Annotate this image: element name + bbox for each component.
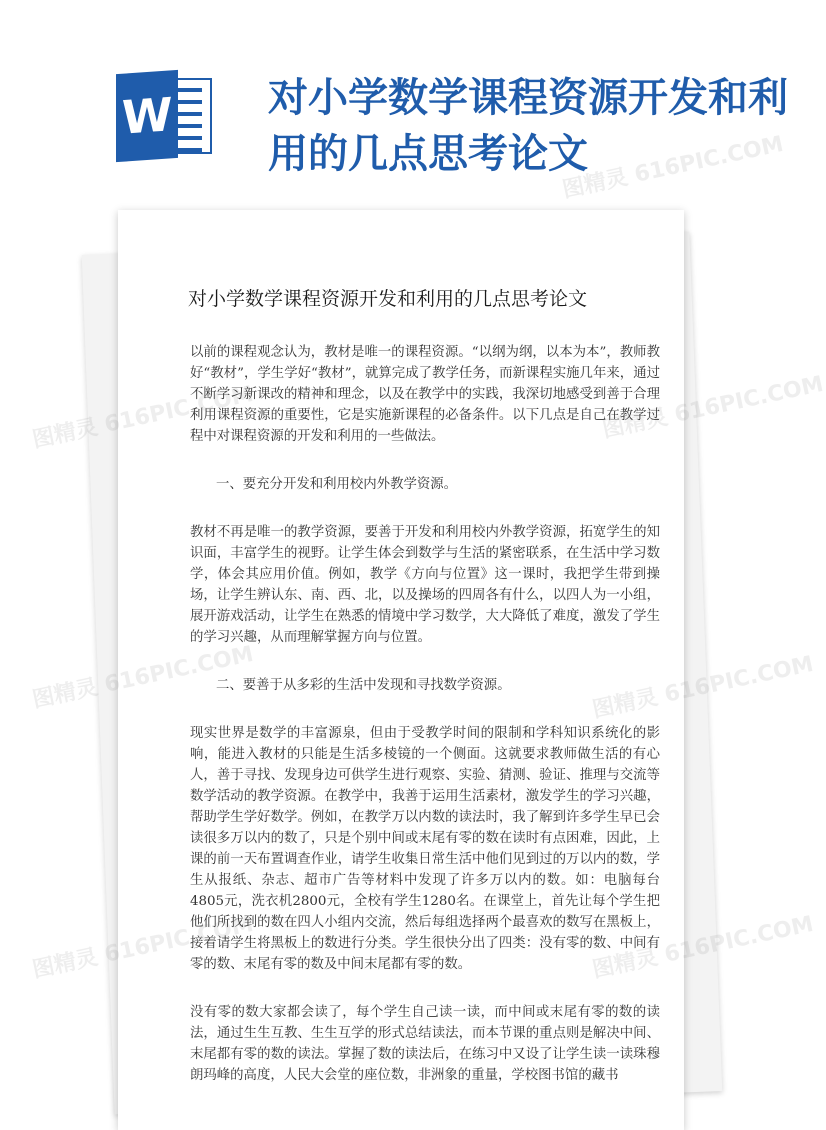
paragraph-section-2: 现实世界是数学的丰富源泉，但由于受教学时间的限制和学科知识系统化的影响，能进入教材的只能是生活多棱镜的一个侧面。这就要求教师做生活的有心人，善于寻找、发现身边可供学生进行观察、实验、猜测、验证、推理与交流等数学活动的教学资源。在教学中，我善于运用生活素材，激发学生的学习兴趣，帮助学生学好数学。例如，在教学万以内数的读法时，我了解到许多学生早已会读很多万以内的数了，只是个别中间或末尾有零的数在读时有点困难，因此，上课的前一天布置调查作业，请学生收集日常生活中他们见到过的万以内的数，学生从报纸、杂志、超市广告等材料中发现了许多万以内的数。如：电脑每台4805元，洗衣机2800元，全校有学生1280名。在课堂上，首先让每个学生把他们所找到的数在四人小组内交流，然后每组选择两个最喜欢的数写在黑板上，接着请学生将黑板上的数进行分类。学生很快分出了四类：没有零的数、中间有零的数、末尾有零的数及中间末尾都有零的数。 (190, 726, 660, 972)
paragraph-section-2-cont: 没有零的数大家都会读了，每个学生自己读一读，而中间或末尾有零的数的读法，通过生生互教、生生互学的形式总结读法，而本节课的重点则是解决中间、末尾都有零的数的读法。掌握了数的读法后，在练习中又设了让学生读一读珠穆朗玛峰的高度，人民大会堂的座位数，非洲象的重量，学校图书馆的藏书 (190, 1005, 660, 1083)
watermark: 图精灵 (30, 674, 101, 714)
section-heading-1: 一、要充分开发和利用校内外教学资源。 (216, 477, 458, 492)
watermark: 图精灵 (30, 944, 101, 984)
word-letter-badge: W (116, 70, 178, 162)
section-heading-2: 二、要善于从多彩的生活中发现和寻找数学资源。 (216, 678, 511, 693)
page-title: 对小学数学课程资源开发和利用的几点思考论文 (188, 288, 588, 310)
watermark: 图精灵 616PIC.COM (600, 371, 826, 444)
watermark: 图精灵 616PIC.COM (560, 131, 786, 204)
watermark: 图精灵 (30, 414, 101, 454)
page-body (190, 342, 660, 1113)
watermark: 616PIC.COM (662, 651, 816, 708)
document-title: 对小学数学课程资源开发和利用的几点思考论文 (268, 75, 788, 177)
word-document-icon (116, 72, 212, 160)
document-header (0, 0, 800, 205)
document-page (118, 210, 684, 1130)
paragraph-section-1: 教材不再是唯一的教学资源，要善于开发和利用校内外教学资源，拓宽学生的知识面，丰富学生的视野。让学生体会到数学与生活的紧密联系，在生活中学习数学，体会其应用价值。例如，教学《方向与位置》这一课时，我把学生带到操场，让学生辨认东、南、西、北，以及操场的四周各有什么，以四人为一小组，展开游戏活动，让学生在熟悉的情境中学习数学，大大降低了难度，激发了学生的学习兴趣，从而理解掌握方向与位置。 (190, 525, 660, 645)
paragraph-intro: 以前的课程观念认为，教材是唯一的课程资源。“以纲为纲，以本为本”，教师教好“教材”，学生学好“教材”，就算完成了教学任务，而新课程实施几年来，通过不断学习新课改的精神和理念，以及在教学中的实践，我深切地感受到善于合理利用课程资源的重要性，它是实施新课程的必备条件。以下几点是自己在教学过程中对课程资源的开发和利用的一些做法。 (190, 345, 660, 444)
watermark: 616PIC.COM (662, 911, 816, 968)
